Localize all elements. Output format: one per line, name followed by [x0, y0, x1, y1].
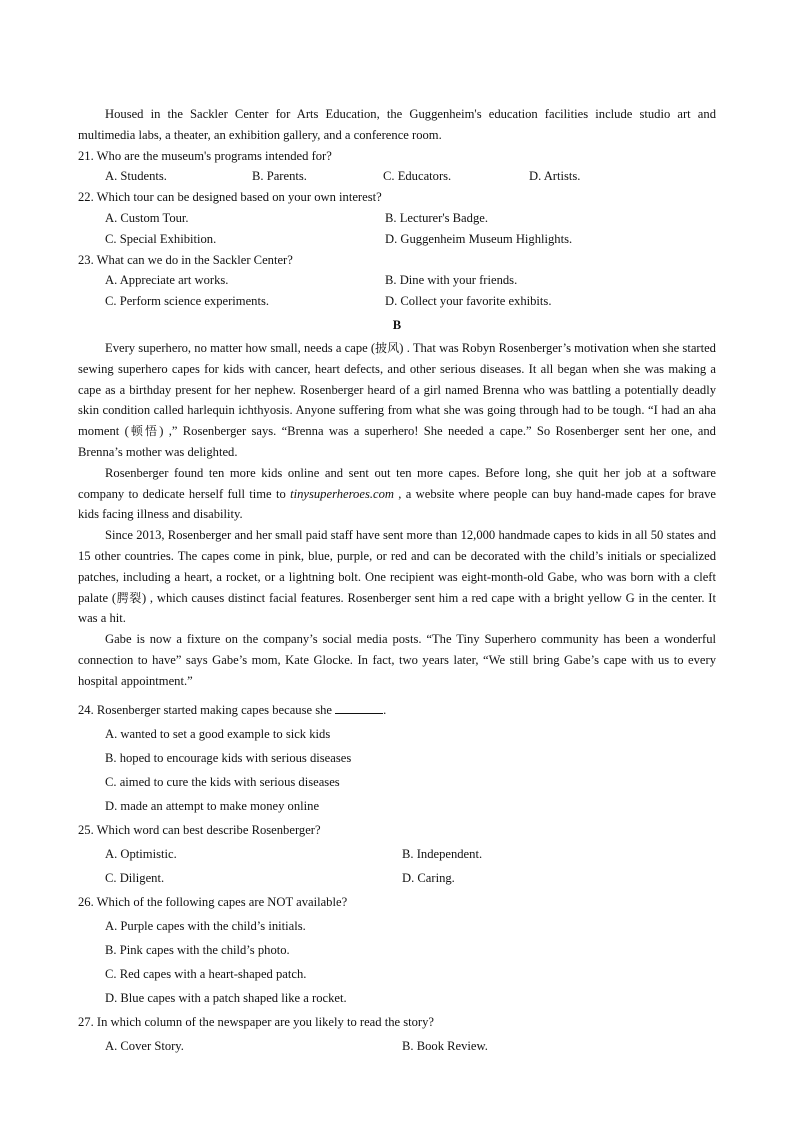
- section-b-title: B: [392, 317, 402, 332]
- passage-b-paragraph-2: Rosenberger found ten more kids online and sent out ten more capes. Before long, she quit her job at a software company to dedicate herself full time to tinysuperheroes.com , a website where people can buy hand-made capes for brave kids facing illness and disability.: [78, 465, 716, 522]
- q21-option-a[interactable]: A. Students.: [105, 169, 167, 184]
- passage-b-paragraph-1: Every superhero, no matter how small, needs a cape (披风) . That was Robyn Rosenberger’s motivation when she started sewing superhero capes for kids with cancer, heart defects, and other serious diseases. It all began when she was making a cape as a birthday present for her nephew. Rosenberger heard of a girl named Brenna who was battling a potentially deadly skin condition called harlequin ichthyosis. Anyone suffering from what she was going through had to be tough. “I had an aha moment (顿悟) ,” Rosenberger says. “Brenna was a superhero! She needed a cape.” So Rosenberger sent her one, and Brenna’s mother was delighted.: [78, 340, 716, 459]
- website-name: tinysuperheroes.com: [290, 486, 394, 501]
- question-23-stem: 23. What can we do in the Sackler Center?: [78, 252, 293, 267]
- question-23-options-row1: [78, 270, 716, 291]
- intro-paragraph: Housed in the Sackler Center for Arts Education, the Guggenheim's education facilities include studio art and multimedia labs, a theater, an exhibition gallery, and a conference room.: [78, 107, 716, 142]
- q22-option-d[interactable]: D. Guggenheim Museum Highlights.: [385, 231, 573, 246]
- question-22-options-row2: [78, 229, 716, 250]
- q23-option-b[interactable]: B. Dine with your friends.: [385, 273, 518, 288]
- question-22-options-row1: [78, 208, 716, 229]
- question-21-stem: 21. Who are the museum's programs intended for?: [78, 148, 332, 163]
- q24-option-c[interactable]: C. aimed to cure the kids with serious diseases: [105, 774, 340, 789]
- q21-option-c[interactable]: C. Educators.: [383, 169, 452, 184]
- q24-option-d[interactable]: D. made an attempt to make money online: [105, 798, 320, 813]
- question-24-stem: 24. Rosenberger started making capes because she .: [78, 698, 716, 722]
- question-26-stem: 26. Which of the following capes are NOT available?: [78, 894, 348, 909]
- q25-option-c[interactable]: C. Diligent.: [105, 870, 165, 885]
- q22-option-b[interactable]: B. Lecturer's Badge.: [385, 210, 488, 225]
- question-27-options-row1: [78, 1034, 716, 1058]
- question-21-options: [78, 166, 716, 187]
- q24-option-a[interactable]: A. wanted to set a good example to sick kids: [105, 726, 331, 741]
- passage-b-paragraph-4: Gabe is now a fixture on the company’s social media posts. “The Tiny Superhero community has been a wonderful connection to have” says Gabe’s mom, Kate Glocke. In fact, two years later, “We still bring Gabe’s cape with us to every hospital appointment.”: [78, 632, 716, 688]
- question-22-stem: 22. Which tour can be designed based on your own interest?: [78, 190, 382, 205]
- q25-option-d[interactable]: D. Caring.: [402, 870, 455, 885]
- question-23-options-row2: [78, 291, 716, 312]
- question-27-stem: 27. In which column of the newspaper are you likely to read the story?: [78, 1014, 435, 1029]
- q22-option-c[interactable]: C. Special Exhibition.: [105, 231, 217, 246]
- q21-option-b[interactable]: B. Parents.: [252, 169, 307, 184]
- passage-b-paragraph-3: Since 2013, Rosenberger and her small paid staff have sent more than 12,000 handmade capes to kids in all 50 states and 15 other countries. The capes come in pink, blue, purple, or red and can be decorated with the child’s initials or specialized patches, including a heart, a rocket, or a lightning bolt. One recipient was eight-month-old Gabe, who was born with a cleft palate (腭裂) , which causes distinct facial features. Rosenberger sent him a red cape with a bright yellow G in the center. It was a hit.: [78, 528, 716, 626]
- q26-option-b[interactable]: B. Pink capes with the child’s photo.: [105, 942, 290, 957]
- answer-blank: [335, 700, 383, 714]
- exam-page: [78, 104, 716, 1058]
- q25-option-b[interactable]: B. Independent.: [402, 846, 483, 861]
- q26-option-c[interactable]: C. Red capes with a heart-shaped patch.: [105, 966, 307, 981]
- question-25-options-row1: [78, 842, 716, 866]
- q26-option-d[interactable]: D. Blue capes with a patch shaped like a rocket.: [105, 990, 347, 1005]
- q24-option-b[interactable]: B. hoped to encourage kids with serious diseases: [105, 750, 352, 765]
- q22-option-a[interactable]: A. Custom Tour.: [105, 210, 189, 225]
- question-25-options-row2: [78, 866, 716, 890]
- q23-option-d[interactable]: D. Collect your favorite exhibits.: [385, 294, 552, 309]
- question-25-stem: 25. Which word can best describe Rosenberger?: [78, 822, 321, 837]
- q23-option-c[interactable]: C. Perform science experiments.: [105, 294, 270, 309]
- q27-option-a[interactable]: A. Cover Story.: [105, 1038, 184, 1053]
- q21-option-d[interactable]: D. Artists.: [529, 169, 581, 184]
- q25-option-a[interactable]: A. Optimistic.: [105, 846, 177, 861]
- q23-option-a[interactable]: A. Appreciate art works.: [105, 273, 229, 288]
- q26-option-a[interactable]: A. Purple capes with the child’s initials.: [105, 918, 306, 933]
- q27-option-b[interactable]: B. Book Review.: [402, 1038, 488, 1053]
